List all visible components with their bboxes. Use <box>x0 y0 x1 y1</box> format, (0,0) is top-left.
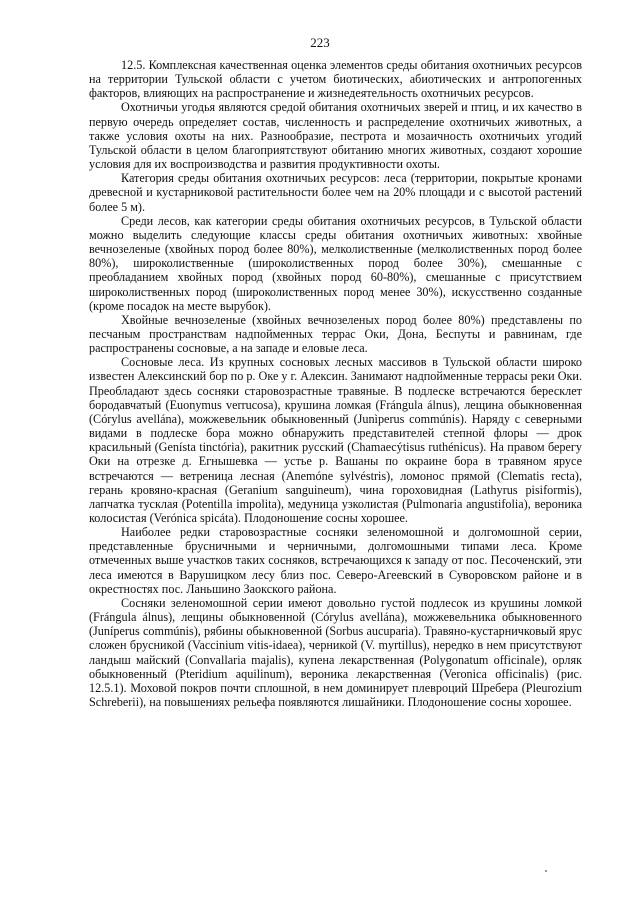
paragraph-forest-classes: Среди лесов, как категории среды обитания охотничьих ресурсов, в Тульской области можно выделить следующие классы среды обитания охотничьих животных: хвойные вечнозеленые (хвойных пород более 80%), мелколиственные (мелколиственных пород более 80%), широколиственные (широколиственных пород более 30%), смешанные с преобладанием хвойных пород (хвойных пород 60-80%), смешанные с присутствием широколиственных пород (широколиственных пород менее 30%), искусственно созданные (кроме посадок на месте вырубок). <box>89 213 582 313</box>
paragraph-pine-forests: Сосновые леса. Из крупных сосновых лесных массивов в Тульской области широко известен Алексинский бор по р. Оке у г. Алексин. Занимают надпойменные террасы реки Оки. Преобладают здесь сосняки старовозрастные травяные. В подлеске встречаются бересклет бородавчатый (Euonymus verrucosa), крушина ломкая (Frángula álnus), лещина обыкновенная (Córylus avellána), можжевельник обыкновенный (Junìperus commúnis). Наряду с северными видами в подлеске бора можно обнаружить представителей степной флоры — дрок красильный (Genísta tinctória), ракитник русский (Chamaecýtisus ruthénicus). На правом берегу Оки на отрезке д. Егнышевка — устье р. Вашаны по окраине бора в травяном ярусе встречаются — ветреница лесная (Anemóne sylvéstris), ломонос прямой (Clematis recta), герань кровяно-красная (Geranium sanguineum), чина гороховидная (Lathyrus pisiformis), лапчатка тусклая (Potentilla impolita), медуница узколистая (Pulmonaria angustifolia), вероника колосистая (Verónica spicáta). Плодоношение сосны хорошее. <box>89 355 582 525</box>
paragraph-green-moss-series: Сосняки зеленомошной серии имеют довольно густой подлесок из крушины ломкой (Frángula álnus), лещины обыкновенной (Córylus avellána), можжевельника обыкновенного (Juníperus commúnis), рябины обыкновенной (Sorbus aucuparia). Травяно-кустарничковый ярус сложен брусникой (Vaccinium vitis-idaea), черникой (V. myrtillus), нередко в нем присутствуют ландыш майский (Convallaria majalis), купена лекарственная (Polygonatum officinale), орляк обыкновенный (Pteridium aquilinum), вероника лекарственная (Veronica officinalis) (рис. 12.5.1). Моховой покров почти сплошной, в нем доминирует плевроций Шребера (Pleurozium Schreberii), на повышениях рельефа появляются лишайники. Плодоношение сосны хорошее. <box>89 595 582 710</box>
paragraph-rare-pine-stands: Наиболее редки старовозрастные сосняки зеленомошной и долгомошной серии, представленные брусничными и черничными, долгомошными типами леса. Кроме отмеченных выше участков таких сосняков, встречающихся к западу от пос. Песоченский, эти леса имеются в Варушицком лесу близ пос. Северо-Агеевский в Суворовском районе и в окрестностях пос. Ланьшино Заокского района. <box>89 525 582 596</box>
scan-speck <box>545 870 547 872</box>
paragraph-section-heading: 12.5. Комплексная качественная оценка элементов среды обитания охотничьих ресурсов на территории Тульской области с учетом биотических, абиотических и антропогенных факторов, влияющих на распространение и жизнедеятельность охотничьих ресурсов. <box>89 58 582 101</box>
paragraph-coniferous: Хвойные вечнозеленые (хвойных вечнозеленых пород более 80%) представлены по песчаным пространствам надпойменных террас Оки, Дона, Беспуты и равнинам, где распространены сосновые, а на западе и еловые леса. <box>89 312 582 356</box>
paragraph-hunting-grounds: Охотничьи угодья являются средой обитания охотничьих зверей и птиц, и их качество в первую очередь определяет состав, численность и распределение охотничьих животных, а также условия охоты на них. Разнообразие, пестрота и мозаичность охотничьих угодий Тульской области в целом благоприятствуют обитанию многих животных, создают хорошие условия для их воспроизводства и развития продуктивности охоты. <box>89 100 582 172</box>
paragraph-forest-category: Категория среды обитания охотничьих ресурсов: леса (территории, покрытые кронами древесной и кустарниковой растительности более чем на 20% площади и с высотой растений более 5 м). <box>89 171 582 214</box>
page-number: 223 <box>310 35 330 50</box>
document-body <box>89 58 582 709</box>
